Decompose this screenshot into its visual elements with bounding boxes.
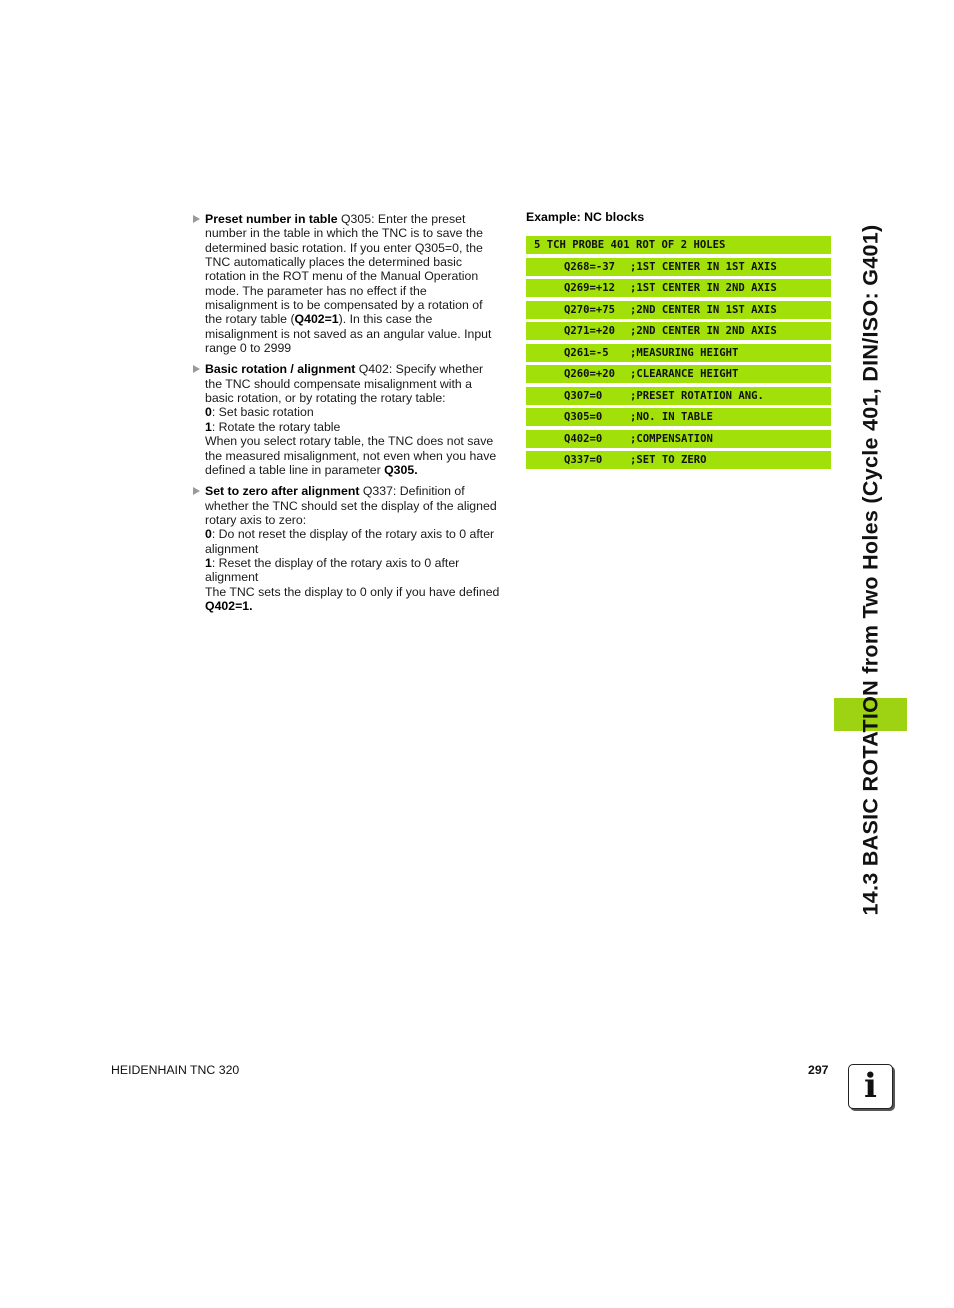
- param-set-to-zero: Set to zero after alignment Q337: Definition of whether the TNC should set the display of the aligned rotary axis to zero: 0: Do not reset the display of the rotary axis to 0 after alignment 1: Reset the display of the rotary axis to 0 after alignment The TNC sets the display to 0 only if you have defined Q402=1.: [193, 484, 505, 613]
- param-basic-rotation: Basic rotation / alignment Q402: Specify whether the TNC should compensate misalignment with a basic rotation, or by rotating the rotary table: 0: Set basic rotation 1: Rotate the rotary table When you select rotary table, the TNC does not save the measured misalignment, not even when you have defined a table line in parameter Q305.: [193, 362, 505, 477]
- nc-row: Q337=0 ;SET TO ZERO: [526, 451, 831, 469]
- nc-row: Q305=0 ;NO. IN TABLE: [526, 408, 831, 426]
- param-title: Set to zero after alignment: [205, 484, 360, 499]
- nc-row: Q402=0 ;COMPENSATION: [526, 430, 831, 448]
- page-number: 297: [808, 1063, 829, 1077]
- nc-row: Q271=+20 ;2ND CENTER IN 2ND AXIS: [526, 322, 831, 340]
- nc-example: [526, 210, 831, 473]
- nc-row: Q260=+20 ;CLEARANCE HEIGHT: [526, 365, 831, 383]
- nc-row: Q269=+12 ;1ST CENTER IN 2ND AXIS: [526, 279, 831, 297]
- param-title: Basic rotation / alignment: [205, 362, 356, 377]
- nc-header-row: 5 TCH PROBE 401 ROT OF 2 HOLES: [526, 236, 831, 254]
- bullet-arrow-icon: [193, 215, 200, 223]
- example-title: Example: NC blocks: [526, 210, 645, 224]
- nc-row: Q270=+75 ;2ND CENTER IN 1ST AXIS: [526, 301, 831, 319]
- footer-manual-name: HEIDENHAIN TNC 320: [111, 1063, 240, 1077]
- parameter-list: [193, 212, 505, 620]
- param-title: Preset number in table: [205, 212, 338, 226]
- param-preset-number: Preset number in table Q305: Enter the preset number in the table in which the TNC is to save the determined basic rotation. If you enter Q305=0, the TNC automatically places the determined basic rotation in the ROT menu of the Manual Operation mode. The parameter has no effect if the misalignment is to be compensated by a rotation of the rotary table (Q402=1). In this case the misalignment is not saved as an angular value. Input range 0 to 2999: [193, 212, 505, 355]
- nc-row: Q268=-37 ;1ST CENTER IN 1ST AXIS: [526, 258, 831, 276]
- bullet-arrow-icon: [193, 365, 200, 373]
- nc-row: Q261=-5 ;MEASURING HEIGHT: [526, 344, 831, 362]
- bullet-arrow-icon: [193, 487, 200, 495]
- nc-row: Q307=0 ;PRESET ROTATION ANG.: [526, 387, 831, 405]
- info-icon: i: [848, 1064, 893, 1109]
